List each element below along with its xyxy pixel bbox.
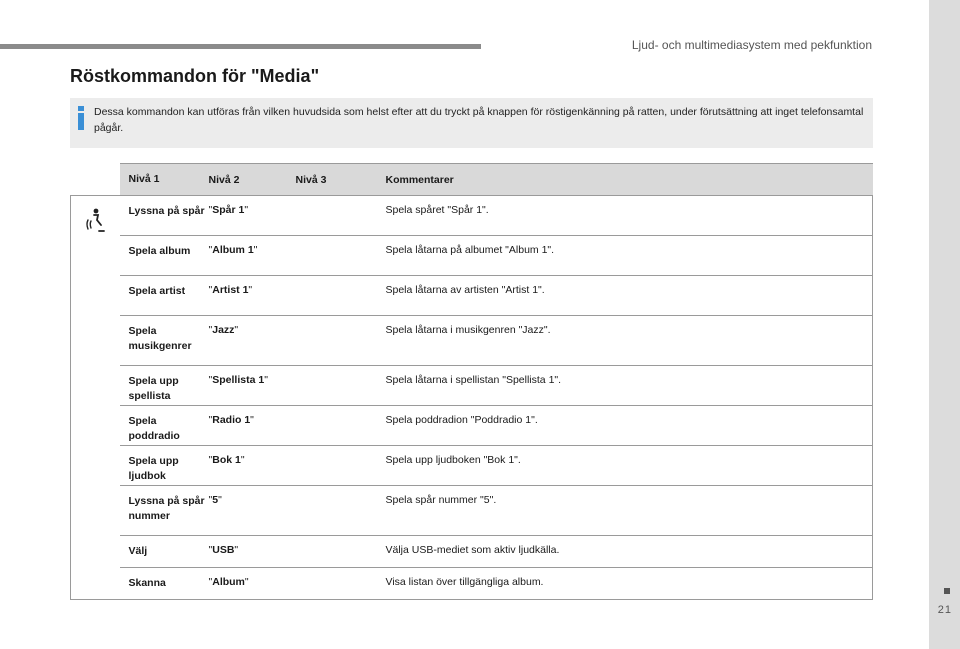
level1-cell: Spela upp spellista — [120, 366, 206, 406]
info-note — [70, 98, 873, 148]
level2-value: Artist 1 — [212, 284, 249, 296]
table-row — [71, 568, 873, 600]
comment-cell: Spela låtarna av artisten "Artist 1". — [386, 276, 873, 316]
voice-command-table — [70, 163, 873, 600]
table-header-level3: Nivå 3 — [296, 164, 386, 196]
table-header-comment: Kommentarer — [386, 164, 873, 196]
header-rule — [0, 44, 481, 49]
table-row — [71, 366, 873, 406]
level1-cell: Spela poddradio — [120, 406, 206, 446]
level3-cell — [296, 236, 386, 276]
level1-cell: Skanna — [120, 568, 206, 600]
side-margin-strip — [929, 0, 960, 649]
level2-cell: "Radio 1" — [206, 406, 296, 446]
table-icon-cell — [71, 406, 120, 446]
level1-cell: Spela album — [120, 236, 206, 276]
comment-cell: Visa listan över tillgängliga album. — [386, 568, 873, 600]
table-row — [71, 196, 873, 236]
info-icon — [77, 106, 85, 130]
comment-cell: Spela låtarna i musikgenren "Jazz". — [386, 316, 873, 366]
level2-cell: "Spellista 1" — [206, 366, 296, 406]
level2-cell: "Spår 1" — [206, 196, 296, 236]
comment-cell: Välja USB-mediet som aktiv ljudkälla. — [386, 536, 873, 568]
table-header-level2: Nivå 2 — [206, 164, 296, 196]
level3-cell — [296, 316, 386, 366]
level2-value: Album — [212, 576, 245, 588]
table-row — [71, 276, 873, 316]
table-icon-cell — [71, 196, 120, 236]
level3-cell — [296, 366, 386, 406]
table-icon-cell — [71, 316, 120, 366]
voice-command-icon — [85, 208, 107, 234]
level3-cell — [296, 406, 386, 446]
level2-value: Spår 1 — [212, 204, 245, 216]
table-header-row — [71, 164, 873, 196]
level1-cell: Lyssna på spår nummer — [120, 486, 206, 536]
table-row — [71, 406, 873, 446]
comment-cell: Spela upp ljudboken "Bok 1". — [386, 446, 873, 486]
level2-cell: "Bok 1" — [206, 446, 296, 486]
level2-value: 5 — [212, 494, 219, 506]
level3-cell — [296, 568, 386, 600]
level2-cell: "Album 1" — [206, 236, 296, 276]
level2-cell: "Album" — [206, 568, 296, 600]
level2-value: Spellista 1 — [212, 374, 265, 386]
level2-cell: "USB" — [206, 536, 296, 568]
level3-cell — [296, 196, 386, 236]
table-header-level1: Nivå 1 — [120, 164, 206, 196]
comment-cell: Spela spår nummer "5". — [386, 486, 873, 536]
comment-cell: Spela låtarna i spellistan "Spellista 1". — [386, 366, 873, 406]
level2-value: Radio 1 — [212, 414, 251, 426]
level2-value: Album 1 — [212, 244, 254, 256]
comment-cell: Spela låtarna på albumet "Album 1". — [386, 236, 873, 276]
table-row — [71, 446, 873, 486]
table-icon-cell — [71, 236, 120, 276]
level2-cell: "5" — [206, 486, 296, 536]
comment-cell: Spela poddradion "Poddradio 1". — [386, 406, 873, 446]
level1-cell: Spela upp ljudbok — [120, 446, 206, 486]
level1-cell: Spela artist — [120, 276, 206, 316]
level2-cell: "Artist 1" — [206, 276, 296, 316]
table-row — [71, 236, 873, 276]
table-row — [71, 536, 873, 568]
table-header-icon-col — [71, 164, 120, 196]
level3-cell — [296, 446, 386, 486]
level3-cell — [296, 486, 386, 536]
page-title: Röstkommandon för "Media" — [70, 66, 320, 86]
table-icon-cell — [71, 486, 120, 536]
level1-cell: Lyssna på spår — [120, 196, 206, 236]
table-row — [71, 316, 873, 366]
table-icon-cell — [71, 568, 120, 600]
level1-cell: Välj — [120, 536, 206, 568]
page-number: 21 — [937, 604, 952, 616]
table-icon-cell — [71, 446, 120, 486]
table-icon-cell — [71, 276, 120, 316]
level3-cell — [296, 536, 386, 568]
level2-value: Jazz — [212, 324, 235, 336]
table-row — [71, 486, 873, 536]
level1-cell: Spela musikgenrer — [120, 316, 206, 366]
level2-cell: "Jazz" — [206, 316, 296, 366]
comment-cell: Spela spåret "Spår 1". — [386, 196, 873, 236]
level3-cell — [296, 276, 386, 316]
info-note-text: Dessa kommandon kan utföras från vilken huvudsida som helst efter att du tryckt på knappen för röstigenkänning på ratten, under förutsättning att inget telefonsamtal pågår. — [94, 106, 864, 134]
level2-value: USB — [212, 544, 235, 556]
level2-value: Bok 1 — [212, 454, 241, 466]
running-header: Ljud- och multimediasystem med pekfunktion — [631, 38, 872, 52]
table-icon-cell — [71, 536, 120, 568]
table-icon-cell — [71, 366, 120, 406]
page-marker — [944, 588, 950, 594]
